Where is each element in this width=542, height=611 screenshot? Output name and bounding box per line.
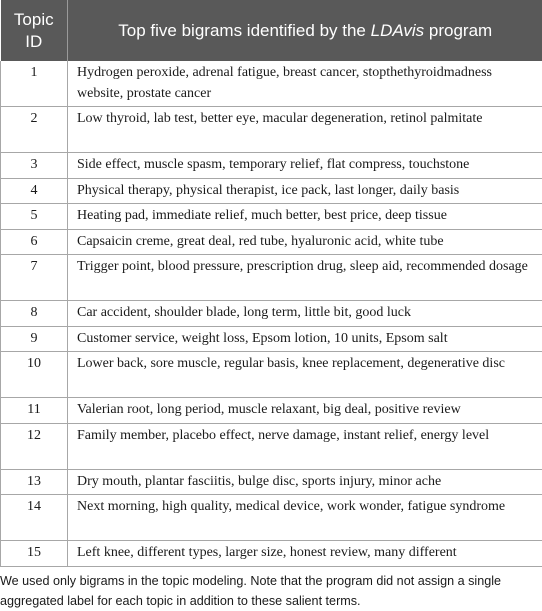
bigrams-header-prefix: Top five bigrams identified by the: [118, 20, 371, 40]
topic-id-cell: 1: [1, 61, 68, 107]
table-footnote: We used only bigrams in the topic modeling. Note that the program did not assign a single aggregated label for each topic in addition to these salient terms.: [0, 574, 502, 608]
topic-id-cell: 14: [1, 495, 68, 541]
topic-id-cell: 6: [1, 229, 68, 255]
topic-id-cell: 12: [1, 423, 68, 469]
bigrams-cell: Low thyroid, lab test, better eye, macular degeneration, retinol palmitate: [68, 107, 542, 153]
table-row: [1, 301, 542, 327]
table-row: [1, 153, 542, 179]
table-row: [1, 352, 542, 398]
table-row: [1, 423, 542, 469]
bigrams-cell: Next morning, high quality, medical device, work wonder, fatigue syndrome: [68, 495, 542, 541]
bigrams-cell: Physical therapy, physical therapist, ice pack, last longer, daily basis: [68, 178, 542, 204]
topic-id-cell: 4: [1, 178, 68, 204]
table-row: [1, 469, 542, 495]
table-row: [1, 398, 542, 424]
table-row: [1, 541, 542, 567]
table-row: [1, 178, 542, 204]
topic-id-cell: 7: [1, 255, 68, 301]
bigrams-header-program: LDAvis: [370, 20, 425, 40]
topic-id-cell: 2: [1, 107, 68, 153]
topic-id-cell: 8: [1, 301, 68, 327]
topic-id-cell: 3: [1, 153, 68, 179]
topic-id-cell: 5: [1, 204, 68, 230]
header-row: [1, 0, 542, 61]
topic-id-cell: 15: [1, 541, 68, 567]
bigrams-cell: Hydrogen peroxide, adrenal fatigue, breast cancer, stopthethyroidmadness website, prostate cancer: [68, 61, 542, 107]
topic-id-cell: 11: [1, 398, 68, 424]
table-row: [1, 229, 542, 255]
topic-id-cell: 10: [1, 352, 68, 398]
table-row: [1, 61, 542, 107]
bigrams-cell: Left knee, different types, larger size, honest review, many different: [68, 541, 542, 567]
bigrams-cell: Trigger point, blood pressure, prescription drug, sleep aid, recommended dosage: [68, 255, 542, 301]
table-row: [1, 495, 542, 541]
table-header: [1, 0, 542, 61]
bigrams-cell: Side effect, muscle spasm, temporary relief, flat compress, touchstone: [68, 153, 542, 179]
table-row: [1, 326, 542, 352]
bigrams-cell: Customer service, weight loss, Epsom lotion, 10 units, Epsom salt: [68, 326, 542, 352]
table-row: [1, 107, 542, 153]
bigrams-cell: Valerian root, long period, muscle relaxant, big deal, positive review: [68, 398, 542, 424]
bigrams-cell: Capsaicin creme, great deal, red tube, hyaluronic acid, white tube: [68, 229, 542, 255]
table-row: [1, 255, 542, 301]
bigrams-cell: Lower back, sore muscle, regular basis, knee replacement, degenerative disc: [68, 352, 542, 398]
bigrams-cell: Family member, placebo effect, nerve damage, instant relief, energy level: [68, 423, 542, 469]
topic-id-header: Topic ID: [1, 0, 68, 61]
bigrams-cell: Dry mouth, plantar fasciitis, bulge disc, sports injury, minor ache: [68, 469, 542, 495]
bigrams-header-suffix: program: [424, 20, 493, 40]
bigrams-cell: Heating pad, immediate relief, much better, best price, deep tissue: [68, 204, 542, 230]
topic-id-cell: 9: [1, 326, 68, 352]
table-body: [1, 61, 542, 566]
topic-id-cell: 13: [1, 469, 68, 495]
bigrams-header: [68, 0, 542, 61]
bigrams-cell: Car accident, shoulder blade, long term, little bit, good luck: [68, 301, 542, 327]
table-row: [1, 204, 542, 230]
